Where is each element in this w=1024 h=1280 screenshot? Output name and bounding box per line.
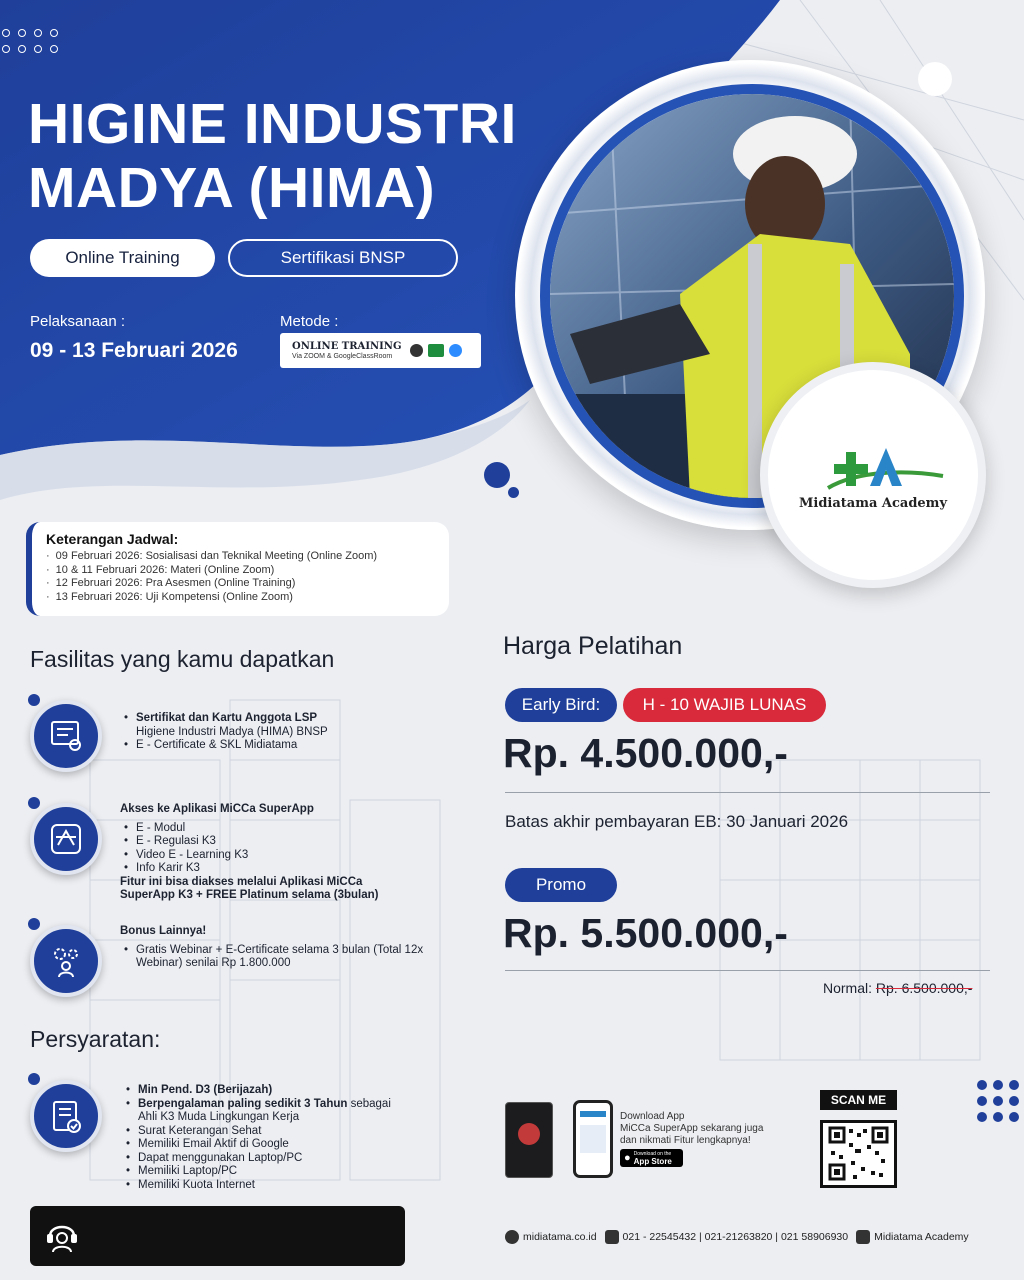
- method-title: ONLINE TRAINING: [292, 340, 402, 352]
- requirement-item: • Memiliki Email Aktif di Google: [122, 1138, 391, 1152]
- promo-badge: Promo: [505, 868, 617, 902]
- facility-item: • Info Karir K3: [120, 862, 379, 876]
- facility-icon-1: [30, 700, 102, 772]
- facilities-title: Fasilitas yang kamu dapatkan: [30, 646, 335, 672]
- requirements-title: Persyaratan:: [30, 1026, 161, 1052]
- requirement-item: • Dapat menggunakan Laptop/PC: [122, 1152, 391, 1166]
- certificate-icon: [46, 716, 86, 756]
- facility-note: Fitur ini bisa diakses melalui Aplikasi MiCCa: [120, 875, 363, 888]
- avatar: [518, 1123, 540, 1145]
- requirement-item-bold: Berpengalaman paling sedikit 3 Tahun: [138, 1097, 348, 1110]
- facility-item: • E - Certificate & SKL Midiatama: [120, 739, 328, 753]
- online-training-pill: Online Training: [30, 239, 215, 277]
- facility-heading: Bonus Lainnya!: [120, 925, 207, 937]
- facility-block-3: [120, 925, 423, 971]
- divider: [505, 792, 990, 793]
- store-text: App Store: [633, 1157, 672, 1166]
- footer-website[interactable]: midiatama.co.id: [523, 1231, 597, 1243]
- contact-bar: [30, 1206, 405, 1266]
- facility-item: • Video E - Learning K3: [120, 849, 379, 863]
- phone-mockup: [573, 1100, 613, 1178]
- camera-icon: [410, 344, 423, 357]
- globe-icon: [505, 1230, 519, 1244]
- divider: [505, 970, 990, 971]
- bullet-dot: [28, 918, 40, 930]
- facility-item: Webinar) senilai Rp 1.800.000: [136, 957, 291, 969]
- facility-note: SuperApp K3 + FREE Platinum selama (3bulan): [120, 889, 379, 901]
- decorative-dot-grid-blue: [977, 1080, 1024, 1122]
- logo-text: Midiatama Academy: [798, 495, 947, 511]
- zoom-icon: [449, 344, 462, 357]
- qr-pattern: [823, 1123, 894, 1185]
- facility-heading: Akses ke Aplikasi MiCCa SuperApp: [120, 803, 314, 815]
- checklist-icon: [46, 1096, 86, 1136]
- requirement-item: • Surat Keterangan Sehat: [122, 1125, 391, 1139]
- pelaksanaan-label: Pelaksanaan :: [30, 313, 126, 330]
- store-small-text: Download on the: [633, 1151, 672, 1157]
- pro-app-icon: [46, 819, 86, 859]
- requirements-list: [122, 1084, 391, 1192]
- midiatama-logo-icon: [798, 440, 948, 500]
- normal-price-row: [823, 980, 972, 996]
- bullet-dot: [28, 1073, 40, 1085]
- schedule-title: Keterangan Jadwal:: [46, 531, 179, 547]
- bullet-dot: [28, 694, 40, 706]
- bullet-dot: [28, 797, 40, 809]
- app-promo-text: [620, 1111, 763, 1147]
- qr-code[interactable]: [820, 1120, 897, 1188]
- early-bird-badge: Early Bird:: [505, 688, 617, 722]
- title-line-2: MADYA (HIMA): [28, 156, 436, 220]
- schedule-card: [26, 522, 449, 616]
- headset-icon: [42, 1216, 82, 1256]
- decorative-blue-dot: [484, 462, 510, 488]
- requirement-item: Min Pend. D3 (Berijazah): [138, 1084, 273, 1096]
- app-line-2: MiCCa SuperApp sekarang juga: [620, 1123, 764, 1134]
- google-classroom-icon: [428, 344, 444, 357]
- pricing-title: Harga Pelatihan: [503, 632, 683, 660]
- training-date: 09 - 13 Februari 2026: [30, 339, 238, 362]
- facility-icon-2: [30, 803, 102, 875]
- gear-user-icon: [46, 941, 86, 981]
- requirement-item: Ahli K3 Muda Lingkungan Kerja: [138, 1111, 300, 1123]
- youtube-icon: [856, 1230, 870, 1244]
- qr-label: SCAN ME: [820, 1090, 897, 1110]
- page-title: [28, 92, 517, 220]
- schedule-item: · 09 Februari 2026: Sosialisasi dan Teknikal Meeting (Online Zoom): [46, 550, 435, 564]
- decorative-white-dot: [918, 62, 952, 96]
- requirement-item: • Memiliki Kuota Internet: [122, 1179, 391, 1193]
- normal-label: Normal:: [823, 980, 876, 996]
- decorative-blue-dot-small: [508, 487, 519, 498]
- promo-price: Rp. 5.500.000,-: [503, 910, 788, 956]
- midiatama-logo-badge: [760, 362, 986, 588]
- early-bird-price: Rp. 4.500.000,-: [503, 730, 788, 776]
- requirement-item-rest: sebagai: [347, 1097, 391, 1110]
- app-line-1: Download App: [620, 1111, 685, 1122]
- schedule-item: · 12 Februari 2026: Pra Asesmen (Online Training): [46, 577, 435, 591]
- footer-phones: 021 - 22545432 | 021-21263820 | 021 58906930: [622, 1231, 849, 1243]
- facility-item: • E - Regulasi K3: [120, 835, 379, 849]
- facility-item: Higiene Industri Madya (HIMA) BNSP: [136, 725, 328, 738]
- schedule-item: · 13 Februari 2026: Uji Kompetensi (Online Zoom): [46, 591, 435, 605]
- requirements-icon: [30, 1080, 102, 1152]
- apple-icon: ●: [624, 1152, 631, 1164]
- method-box: [280, 333, 481, 368]
- metode-label: Metode :: [280, 313, 339, 330]
- title-line-1: HIGINE INDUSTRI: [28, 92, 517, 156]
- schedule-item: · 10 & 11 Februari 2026: Materi (Online Zoom): [46, 564, 435, 578]
- facility-item: • Gratis Webinar + E-Certificate selama 3 bulan (Total 12x: [120, 944, 423, 958]
- facility-icon-3: [30, 925, 102, 997]
- member-card: [505, 1102, 553, 1178]
- facility-item: • E - Modul: [120, 822, 379, 836]
- footer: [505, 1230, 969, 1244]
- method-subtitle: Via ZOOM & GoogleClassRoom: [292, 352, 393, 360]
- app-store-button[interactable]: [620, 1149, 683, 1167]
- facility-item: Sertifikat dan Kartu Anggota LSP: [136, 712, 318, 724]
- deadline-badge: H - 10 WAJIB LUNAS: [623, 688, 826, 722]
- decorative-dot-grid: [2, 29, 58, 53]
- sertifikasi-pill: Sertifikasi BNSP: [228, 239, 458, 277]
- footer-youtube[interactable]: Midiatama Academy: [874, 1231, 969, 1243]
- normal-price: Rp. 6.500.000,-: [875, 980, 973, 996]
- facility-block-2: [120, 803, 379, 903]
- facility-block-1: [120, 712, 328, 753]
- phone-icon: [605, 1230, 619, 1244]
- payment-deadline: Batas akhir pembayaran EB: 30 Januari 2026: [505, 812, 849, 831]
- app-line-3: dan nikmati Fitur lengkapnya!: [620, 1135, 751, 1146]
- requirement-item: • Memiliki Laptop/PC: [122, 1165, 391, 1179]
